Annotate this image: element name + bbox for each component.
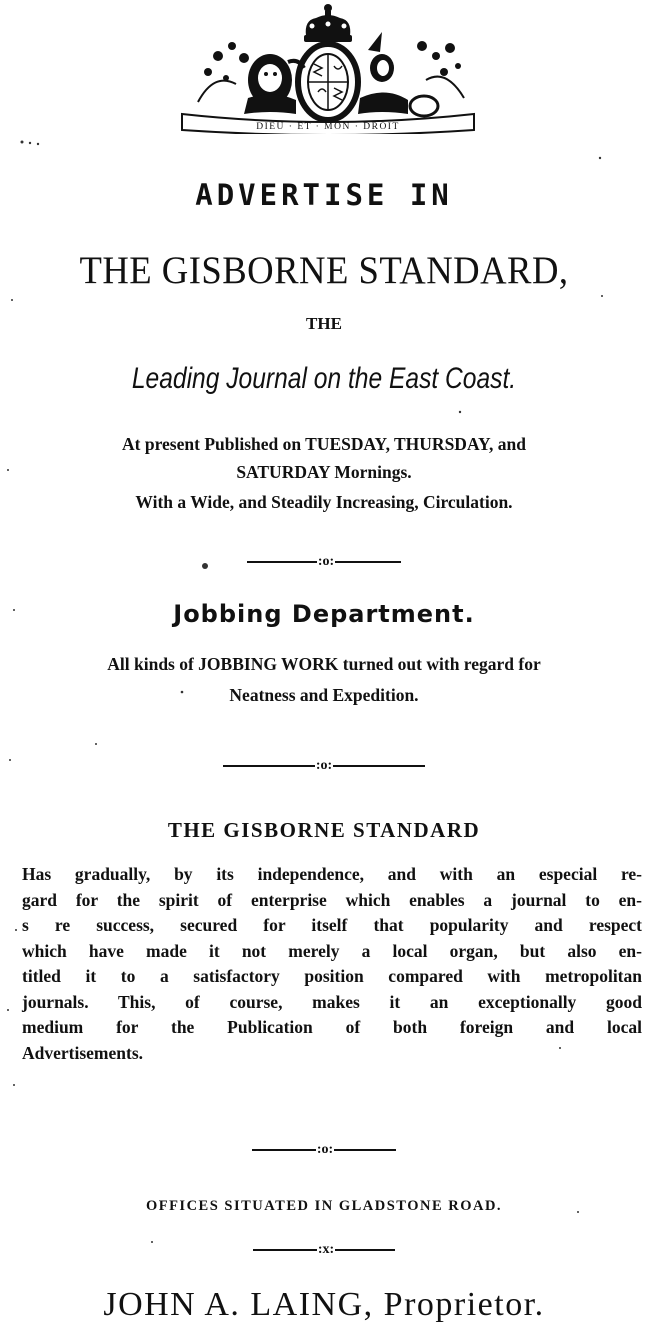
jobbing-line-1: All kinds of JOBBING WORK turned out with regard for [107, 654, 541, 674]
rule-bar [253, 1249, 317, 1251]
proprietor-signature: JOHN A. LAING, Proprietor. [103, 1286, 545, 1323]
paragraph-line: Advertisements. [22, 1042, 144, 1063]
rule-bar [252, 1149, 316, 1151]
separator-rule [0, 758, 648, 774]
crown-icon [304, 4, 352, 42]
rule-bar [335, 1249, 395, 1251]
rule-bar [247, 561, 317, 563]
paper-name-heading: THE GISBORNE STANDARD, [79, 249, 569, 292]
rule-ornament: :o: [316, 1142, 334, 1157]
lion-icon [244, 54, 304, 114]
rule-ornament: :o: [317, 554, 335, 569]
motto-text: DIEU · ET · MON · DROIT [256, 122, 400, 132]
paragraph-line: Has gradually, by its independence, and with an especial re- [22, 864, 642, 884]
rule-bar [223, 765, 315, 767]
jobbing-heading: Jobbing Department. [173, 600, 475, 628]
paragraph-line: journals. This, of course, makes it an exceptionally good [22, 991, 642, 1012]
publication-line-1: At present Published on TUESDAY, THURSDAY, and [122, 434, 526, 454]
separator-rule [0, 1142, 648, 1158]
jobbing-line-2: Neatness and Expedition. [229, 685, 419, 705]
paragraph-line: which have made it not merely a local organ, but also en- [22, 940, 642, 961]
rule-bar [334, 1149, 396, 1151]
rule-bar [335, 561, 401, 563]
offices-line: OFFICES SITUATED IN GLADSTONE ROAD. [145, 1198, 503, 1214]
paragraph-line: medium for the Publication of both foreign and local [22, 1017, 642, 1037]
publication-line-3: With a Wide, and Steadily Increasing, Circulation. [135, 492, 513, 512]
paragraph-line: gard for the spirit of enterprise which enables a journal to en- [22, 889, 642, 910]
paragraph-line: titled it to a satisfactory position compared with metropolitan [22, 966, 642, 986]
tagline: Leading Journal on the East Coast. [131, 362, 517, 395]
standard-paragraph [22, 862, 642, 1066]
rule-bar [333, 765, 425, 767]
separator-rule [0, 554, 648, 570]
rule-ornament: :o: [315, 758, 333, 773]
the-label: THE [306, 314, 342, 333]
shield-icon [298, 44, 358, 120]
paragraph-line: s re success, secured for itself that popularity and respect [22, 915, 642, 935]
rule-ornament: :x: [317, 1242, 335, 1257]
advertise-heading: ADVERTISE IN [195, 178, 453, 212]
royal-coat-of-arms [178, 2, 478, 134]
standard-heading: THE GISBORNE STANDARD [167, 818, 481, 842]
publication-line-2: SATURDAY Mornings. [236, 462, 412, 482]
separator-rule [0, 1242, 648, 1258]
